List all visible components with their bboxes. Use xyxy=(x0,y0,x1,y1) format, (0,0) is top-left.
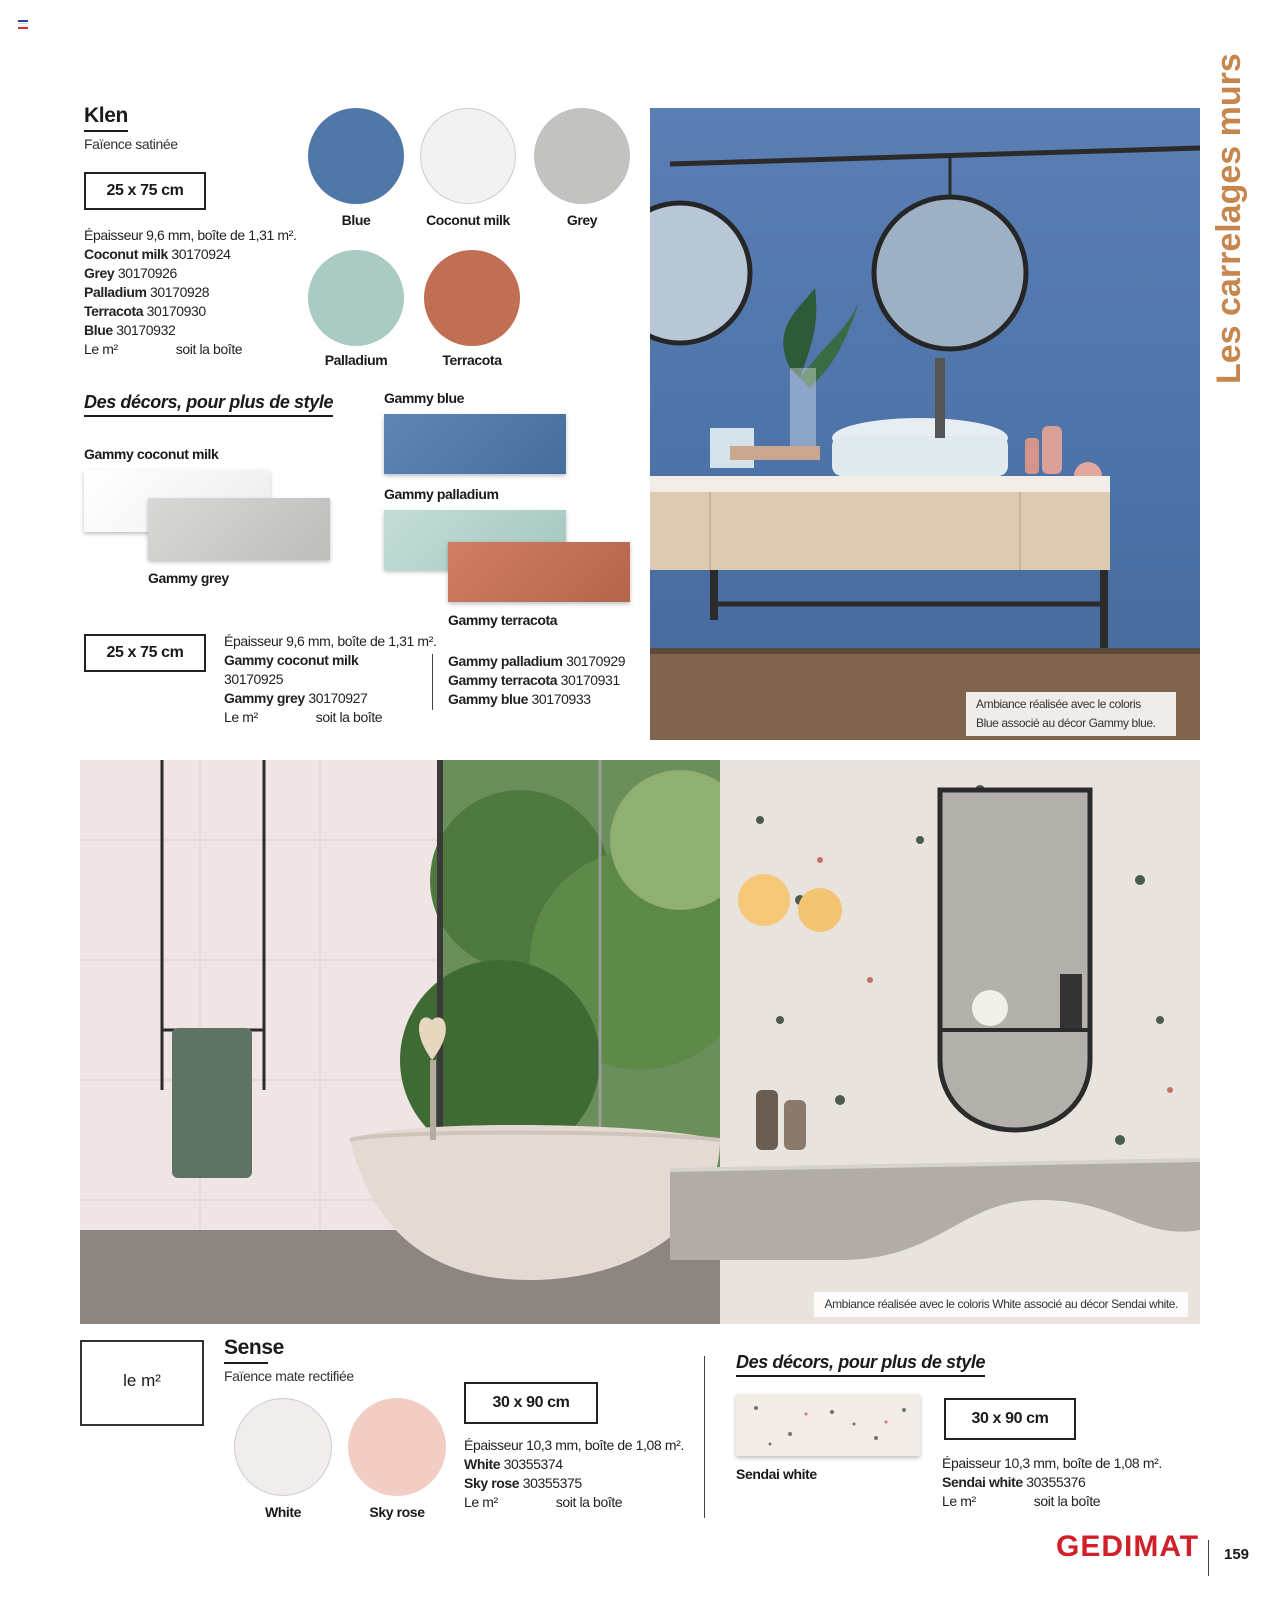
klen-swatch-blue xyxy=(308,108,404,204)
klen-swatch-coconut-milk xyxy=(420,108,516,204)
sense-ref-row: White 30355374 xyxy=(464,1456,563,1472)
sense-swatch-label: White xyxy=(264,1504,302,1520)
flag-icon xyxy=(18,20,28,27)
gedimat-logo: GEDIMAT xyxy=(1056,1530,1200,1563)
bathroom-illustration xyxy=(650,108,1200,740)
gammy-grey-label: Gammy grey xyxy=(148,570,229,586)
sense-swatch-white xyxy=(234,1398,332,1496)
sense-subtitle: Faïence mate rectifiée xyxy=(224,1368,354,1384)
klen-ref-row: Terracota 30170930 xyxy=(84,303,206,319)
klen-swatch-label: Palladium xyxy=(324,352,388,368)
klen-swatch-grey xyxy=(534,108,630,204)
klen-decors-specs-left xyxy=(224,632,440,727)
sense-swatch-sky-rose xyxy=(348,1398,446,1496)
klen-specs xyxy=(84,226,304,359)
sense-decors-ref-row: Sendai white 30355376 xyxy=(942,1474,1086,1490)
klen-decors-ref-row: Gammy terracota 30170931 xyxy=(448,672,620,688)
sense-specs xyxy=(464,1436,694,1512)
sense-price-row: Le m² soit la boîte xyxy=(464,1494,623,1510)
klen-size-box: 25 x 75 cm xyxy=(84,172,206,210)
sense-thickness: Épaisseur 10,3 mm, boîte de 1,08 m². xyxy=(464,1437,684,1453)
klen-decors-specs-right xyxy=(448,652,638,709)
sense-bathroom-illustration xyxy=(80,760,1200,1324)
sense-price-box: le m² xyxy=(80,1340,204,1426)
klen-title: Klen xyxy=(84,104,128,132)
gammy-blue-label: Gammy blue xyxy=(384,390,465,406)
gammy-terracota-label: Gammy terracota xyxy=(448,612,558,628)
divider xyxy=(432,654,433,710)
klen-decors-ref-row: Gammy coconut milk 30170925 xyxy=(224,652,359,687)
divider xyxy=(704,1356,705,1518)
sense-decors-price-row: Le m² soit la boîte xyxy=(942,1493,1101,1509)
klen-photo-caption: Ambiance réalisée avec le coloris Blue associé au décor Gammy blue. xyxy=(966,692,1176,736)
klen-decors-price-row: Le m² soit la boîte xyxy=(224,709,383,725)
klen-decors-ref-row: Gammy blue 30170933 xyxy=(448,691,591,707)
klen-swatch-palladium xyxy=(308,250,404,346)
gammy-coconut-milk-label: Gammy coconut milk xyxy=(84,446,219,462)
klen-thickness: Épaisseur 9,6 mm, boîte de 1,31 m². xyxy=(84,227,297,243)
klen-decors-thickness: Épaisseur 9,6 mm, boîte de 1,31 m². xyxy=(224,633,437,649)
divider xyxy=(1208,1540,1209,1576)
sense-photo-caption: Ambiance réalisée avec le coloris White associé au décor Sendai white. xyxy=(814,1292,1188,1317)
klen-ref-row: Coconut milk 30170924 xyxy=(84,246,231,262)
klen-swatch-label: Grey xyxy=(566,212,598,228)
klen-swatch-label: Coconut milk xyxy=(426,212,510,228)
photo-blue-bathroom xyxy=(650,108,1200,740)
klen-price-row: Le m² soit la boîte xyxy=(84,341,243,357)
gammy-terracota-tile xyxy=(448,542,630,602)
klen-decors-size-box: 25 x 75 cm xyxy=(84,634,206,672)
klen-ref-row: Blue 30170932 xyxy=(84,322,176,338)
sense-decors-size-box: 30 x 90 cm xyxy=(944,1398,1076,1440)
klen-swatch-label: Terracota xyxy=(442,352,502,368)
gammy-grey-tile xyxy=(148,498,330,560)
sense-swatch-label: Sky rose xyxy=(369,1504,425,1520)
klen-ref-row: Grey 30170926 xyxy=(84,265,177,281)
sendai-white-tile xyxy=(736,1394,920,1456)
sense-decors-specs xyxy=(942,1454,1182,1511)
gammy-palladium-label: Gammy palladium xyxy=(384,486,499,502)
klen-subtitle: Faïence satinée xyxy=(84,136,178,152)
klen-ref-row: Palladium 30170928 xyxy=(84,284,210,300)
sendai-white-label: Sendai white xyxy=(736,1466,817,1482)
klen-decors-ref-row: Gammy grey 30170927 xyxy=(224,690,368,706)
klen-swatch-terracota xyxy=(424,250,520,346)
sense-title: Sense xyxy=(224,1336,284,1364)
gammy-blue-tile xyxy=(384,414,566,474)
page-number: 159 xyxy=(1224,1546,1250,1563)
klen-swatch-label: Blue xyxy=(341,212,371,228)
photo-sense-bathroom xyxy=(80,760,1200,1324)
klen-decors-heading: Des décors, pour plus de style xyxy=(84,392,333,417)
floral-pattern xyxy=(736,1394,920,1456)
klen-decors-ref-row: Gammy palladium 30170929 xyxy=(448,653,626,669)
sense-size-box: 30 x 90 cm xyxy=(464,1382,598,1424)
sense-decors-heading: Des décors, pour plus de style xyxy=(736,1352,985,1377)
sense-decors-thickness: Épaisseur 10,3 mm, boîte de 1,08 m². xyxy=(942,1455,1162,1471)
side-title: Les carrelages murs xyxy=(1210,53,1248,384)
sense-ref-row: Sky rose 30355375 xyxy=(464,1475,582,1491)
